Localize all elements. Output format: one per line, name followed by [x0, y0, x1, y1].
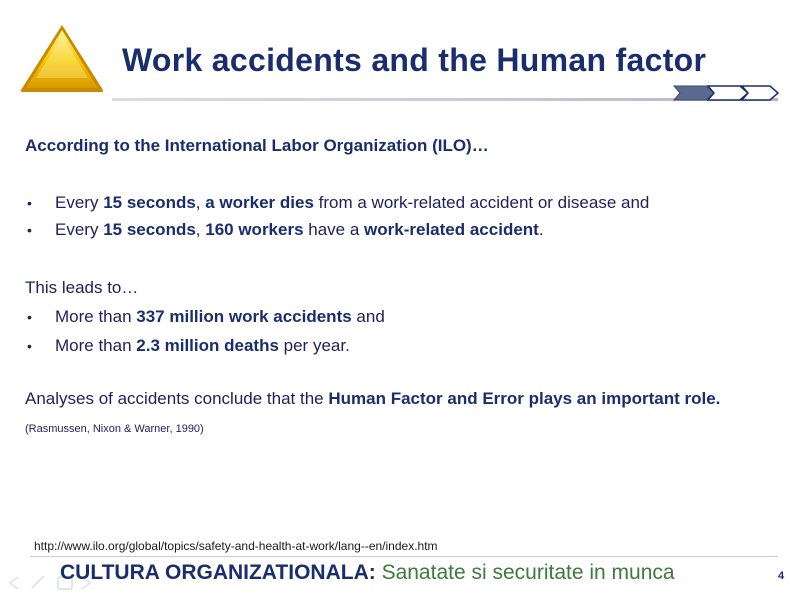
consequences-list [25, 306, 745, 357]
list-item: • More than 337 million work accidents and [25, 306, 745, 328]
footer-org: CULTURA ORGANIZATIONALA: [60, 561, 376, 584]
slide-title: Work accidents and the Human factor [122, 42, 707, 78]
ilo-statistics-list [25, 192, 745, 241]
warning-triangle-icon [18, 22, 106, 94]
page-number: 4 [778, 570, 785, 582]
footer-subtitle: Sanatate si securitate in munca [375, 561, 675, 584]
chevron-progress-icon [672, 85, 780, 101]
leads-to-text: This leads to… [25, 278, 139, 297]
footer-divider [30, 556, 778, 557]
citation: (Rasmussen, Nixon & Warner, 1990) [25, 423, 204, 435]
list-item: • Every 15 seconds, 160 workers have a work-related accident. [25, 219, 745, 241]
list-item: • Every 15 seconds, a worker dies from a work-related accident or disease and [25, 192, 745, 214]
footer [60, 561, 675, 585]
analysis-paragraph: Analyses of accidents conclude that the Human Factor and Error plays an important role. (Rasmussen, Nixon & Warner, 1990) [25, 389, 721, 435]
slide-body [25, 135, 745, 442]
ilo-lead-text: According to the International Labor Organization (ILO)… [25, 136, 489, 155]
source-link[interactable]: http://www.ilo.org/global/topics/safety-and-health-at-work/lang--en/index.htm [34, 539, 438, 553]
list-item: • More than 2.3 million deaths per year. [25, 335, 745, 357]
